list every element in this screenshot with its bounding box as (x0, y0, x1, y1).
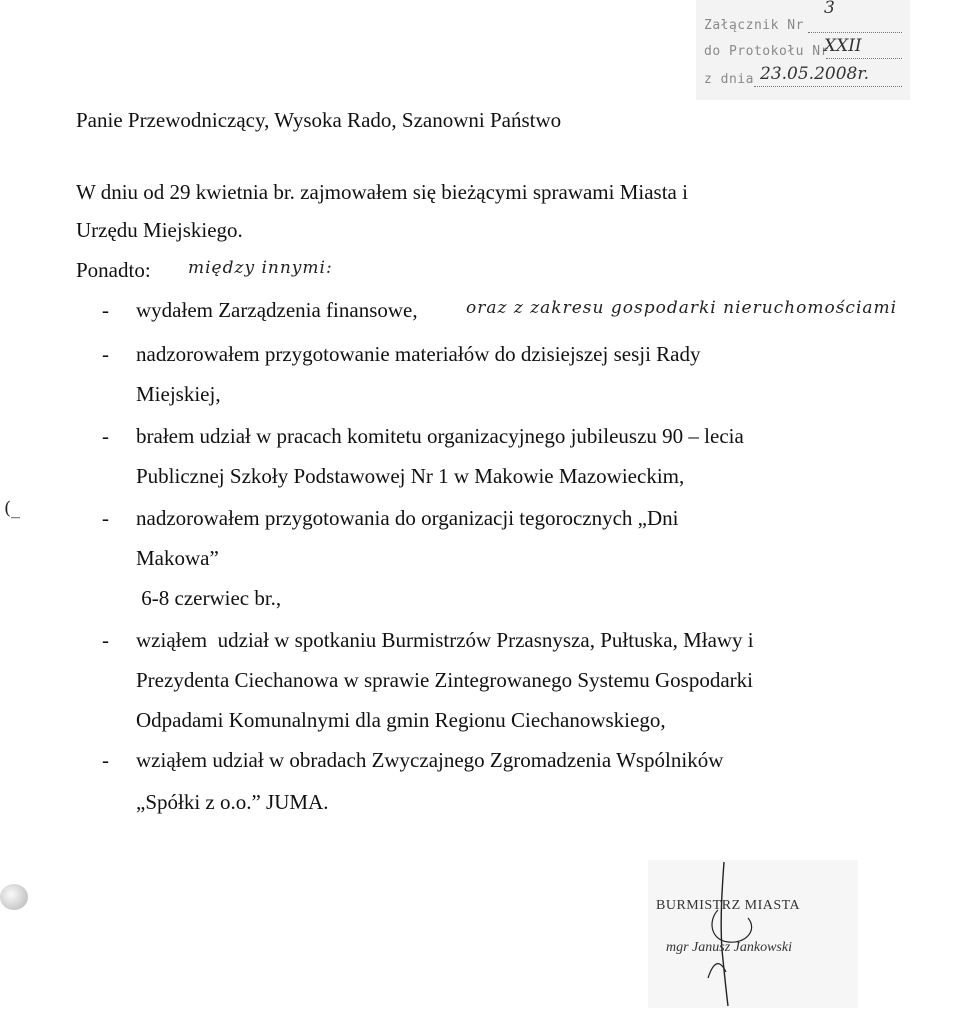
signature-title: BURMISTRZ MIASTA (656, 898, 801, 913)
intro-line-1: W dniu od 29 kwietnia br. zajmowałem się bieżącymi sprawami Miasta i (76, 180, 688, 204)
protocol-dotline (826, 58, 902, 59)
attachment-label: Załącznik Nr (704, 18, 804, 33)
item-4-line-2: Makowa” (136, 546, 219, 570)
item-5-line-3: Odpadami Komunalnymi dla gmin Regionu Ciechanowskiego, (136, 708, 666, 732)
item-4-line-1: nadzorowałem przygotowania do organizacji tegorocznych „Dni (136, 506, 679, 530)
item-6-line-2: „Spółki z o.o.” JUMA. (136, 790, 329, 814)
margin-mark: (_ (4, 498, 21, 519)
item-5-line-2: Prezydenta Ciechanowa w sprawie Zintegrowanego Systemu Gospodarki (136, 668, 753, 692)
intro-line-2: Urzędu Miejskiego. (76, 218, 243, 242)
attachment-dotline (808, 32, 902, 33)
punch-hole (0, 884, 28, 910)
item-3-line-1: brałem udział w pracach komitetu organizacyjnego jubileuszu 90 – lecia (136, 424, 744, 448)
item-4-line-3: 6-8 czerwiec br., (136, 586, 282, 610)
attachment-number: 3 (824, 0, 835, 18)
registration-stamp (696, 0, 910, 100)
date-label: z dnia (704, 72, 754, 87)
signature-stamp (648, 860, 858, 1008)
item-1-dash: - (102, 298, 109, 322)
item-2-line-1: nadzorowałem przygotowanie materiałów do dzisiejszej sesji Rady (136, 342, 701, 366)
ponadto-label: Ponadto: (76, 258, 151, 282)
date-value: 23.05.2008r. (760, 64, 869, 84)
handwritten-annotation-ponadto: między innymi: (188, 258, 333, 278)
date-dotline (754, 86, 902, 87)
handwritten-annotation-item-1: oraz z zakresu gospodarki nieruchomościami (466, 298, 898, 318)
protocol-label: do Protokołu Nr (704, 44, 829, 59)
handwritten-signature-icon (648, 860, 858, 1008)
item-3-dash: - (102, 424, 109, 448)
item-4-dash: - (102, 506, 109, 530)
item-6-line-1: wziąłem udział w obradach Zwyczajnego Zgromadzenia Wspólników (136, 748, 724, 772)
protocol-number: XXII (824, 36, 862, 56)
item-5-line-1: wziąłem udział w spotkaniu Burmistrzów Przasnysza, Pułtuska, Mławy i (136, 628, 754, 652)
item-3-line-2: Publicznej Szkoły Podstawowej Nr 1 w Makowie Mazowieckim, (136, 464, 685, 488)
item-1-line-1: wydałem Zarządzenia finansowe, (136, 298, 418, 322)
item-2-dash: - (102, 342, 109, 366)
item-5-dash: - (102, 628, 109, 652)
signature-name: mgr Janusz Jankowski (666, 940, 792, 955)
item-2-line-2: Miejskiej, (136, 382, 221, 406)
item-6-dash: - (102, 748, 109, 772)
salutation: Panie Przewodniczący, Wysoka Rado, Szanowni Państwo (76, 108, 562, 132)
